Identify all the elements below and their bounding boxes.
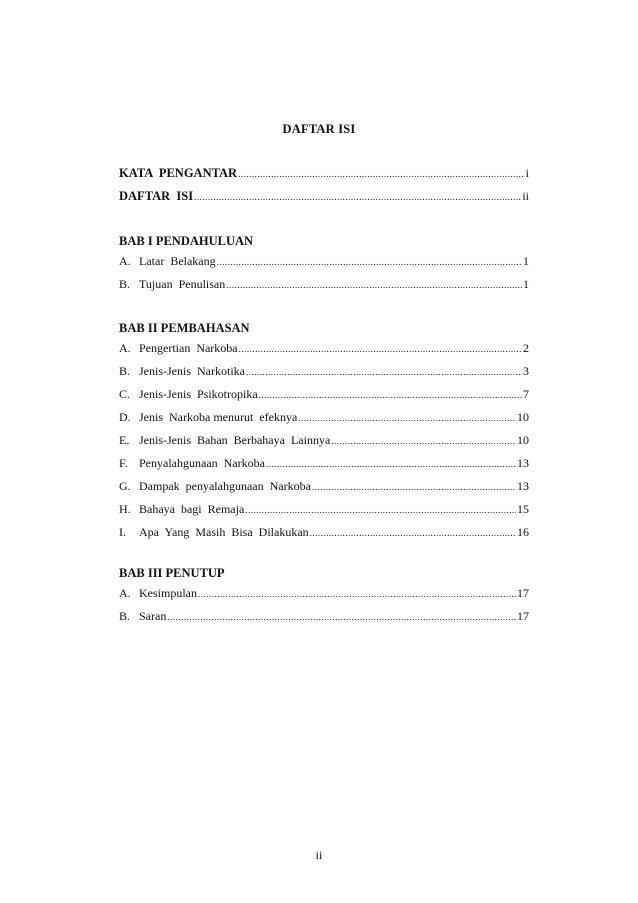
toc-entry-page: ii (522, 189, 529, 203)
toc-entry[interactable] (119, 363, 529, 386)
toc-entry-page: 10 (517, 410, 529, 424)
toc-entry-page: 7 (523, 387, 529, 401)
toc-entry-page: i (525, 166, 529, 180)
toc-leader-dots (266, 456, 516, 472)
toc-leader-dots (312, 479, 516, 495)
toc-leader-dots (259, 387, 522, 403)
toc-entry-page: 13 (517, 479, 529, 493)
toc-entry-letter: A. (119, 341, 131, 355)
toc-entry-page: 1 (523, 277, 529, 291)
toc-leader-dots (331, 433, 516, 449)
toc-entry-label: Apa Yang Masih Bisa Dilakukan (139, 525, 309, 539)
page-title: DAFTAR ISI (282, 122, 356, 136)
toc-leader-dots (238, 166, 525, 182)
toc-entry-label: Jenis-Jenis Narkotika (139, 364, 245, 378)
toc-entry-page: 2 (523, 341, 529, 355)
toc-leader-dots (310, 525, 516, 541)
toc-entry[interactable] (119, 253, 529, 276)
toc-entry[interactable] (119, 585, 529, 608)
toc-entry-letter: E. (119, 433, 130, 447)
toc-leader-dots (217, 254, 522, 270)
toc-leader-dots (298, 410, 516, 426)
toc-entry-letter: A. (119, 586, 131, 600)
toc-entry-page: 17 (517, 609, 529, 623)
toc-entry-label: Penyalahgunaan Narkoba (139, 456, 265, 470)
toc-entry-label: Jenis Narkoba menurut efeknya (139, 410, 298, 424)
toc-entry[interactable] (119, 478, 529, 501)
toc-entry-page: 15 (517, 502, 529, 516)
toc-entry-letter: D. (119, 410, 131, 424)
toc-entry-letter: B. (119, 277, 131, 291)
chapter-1-section (119, 233, 529, 299)
toc-entry-letter: I. (119, 525, 126, 539)
toc-entry-daftar-isi[interactable] (119, 188, 529, 211)
toc-entry-letter: H. (119, 502, 131, 516)
toc-leader-dots (167, 609, 516, 625)
toc-entry-page: 3 (523, 364, 529, 378)
toc-entry-label: Dampak penyalahgunaan Narkoba (139, 479, 311, 493)
toc-entry-label: Bahaya bagi Remaja (139, 502, 245, 516)
toc-entry-letter: G. (119, 479, 131, 493)
toc-entry-label: KATA PENGANTAR (119, 166, 238, 180)
chapter-heading: BAB II PEMBAHASAN (119, 321, 250, 335)
chapter-2-section (119, 320, 529, 547)
toc-entry[interactable] (119, 608, 529, 631)
toc-entry-page: 13 (517, 456, 529, 470)
toc-entry[interactable] (119, 524, 529, 547)
toc-entry[interactable] (119, 501, 529, 524)
toc-leader-dots (198, 586, 516, 602)
page-number-footer: ii (315, 848, 323, 862)
toc-entry-letter: F. (119, 456, 128, 470)
toc-entry-label: Pengertian Narkoba (139, 341, 238, 355)
toc-leader-dots (239, 341, 522, 357)
toc-entry-page: 17 (517, 586, 529, 600)
toc-entry[interactable] (119, 455, 529, 478)
toc-entry[interactable] (119, 432, 529, 455)
toc-entry[interactable] (119, 386, 529, 409)
toc-entry-page: 10 (517, 433, 529, 447)
toc-leader-dots (226, 277, 522, 293)
chapter-heading: BAB III PENUTUP (119, 566, 225, 580)
toc-leader-dots (245, 502, 516, 518)
toc-entry-label: Tujuan Penulisan (139, 277, 226, 291)
toc-entry-letter: A. (119, 254, 131, 268)
chapter-3-section (119, 565, 529, 631)
toc-entry-page: 1 (523, 254, 529, 268)
toc-entry-label: Kesimpulan (139, 586, 197, 600)
chapter-heading: BAB I PENDAHULUAN (119, 234, 254, 248)
toc-entry-label: Saran (139, 609, 167, 623)
toc-entry-label: Jenis-Jenis Bahan Berbahaya Lainnya (139, 433, 331, 447)
toc-entry-letter: B. (119, 609, 131, 623)
toc-entry-letter: B. (119, 364, 131, 378)
toc-entry-letter: C. (119, 387, 131, 401)
toc-entry[interactable] (119, 409, 529, 432)
toc-entry-label: Jenis-Jenis Psikotropika (139, 387, 258, 401)
toc-entry[interactable] (119, 276, 529, 299)
toc-entry[interactable] (119, 340, 529, 363)
toc-entry-kata-pengantar[interactable] (119, 165, 529, 188)
toc-leader-dots (246, 364, 522, 380)
toc-entry-label: Latar Belakang (139, 254, 216, 268)
front-matter-section (119, 165, 529, 211)
toc-entry-page: 16 (517, 525, 529, 539)
toc-entry-label: DAFTAR ISI (119, 189, 194, 203)
toc-leader-dots (194, 189, 521, 205)
